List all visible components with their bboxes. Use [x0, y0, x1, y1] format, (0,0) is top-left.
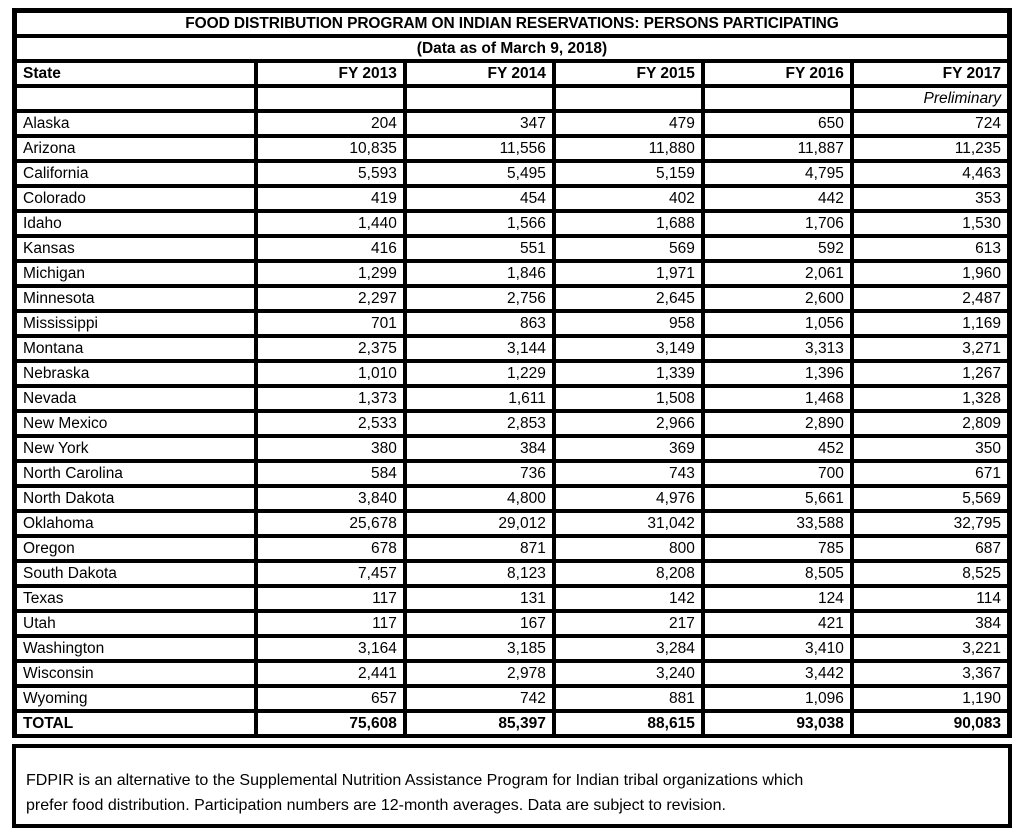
cell-fy2016: 785 [705, 538, 854, 563]
table-row [17, 238, 1007, 263]
cell-fy2017: 3,221 [854, 638, 1007, 663]
cell-fy2013: 10,835 [258, 138, 407, 163]
cell-state: Minnesota [17, 288, 258, 313]
cell-fy2017: 3,271 [854, 338, 1007, 363]
table-row [17, 163, 1007, 188]
cell-state: Texas [17, 588, 258, 613]
cell-fy2014: 551 [407, 238, 556, 263]
cell-fy2014: 2,756 [407, 288, 556, 313]
cell-fy2014: 454 [407, 188, 556, 213]
cell-fy2015: 11,880 [556, 138, 705, 163]
cell-fy2017: 4,463 [854, 163, 1007, 188]
cell-fy2013: 380 [258, 438, 407, 463]
cell-fy2016: 2,890 [705, 413, 854, 438]
cell-fy2014: 871 [407, 538, 556, 563]
cell-state: Oregon [17, 538, 258, 563]
table-row [17, 463, 1007, 488]
table-row [17, 613, 1007, 638]
cell-state: Idaho [17, 213, 258, 238]
cell-fy2016: 421 [705, 613, 854, 638]
cell-fy2016: 442 [705, 188, 854, 213]
cell-total-fy2013: 75,608 [258, 713, 407, 734]
cell-fy2014: 1,229 [407, 363, 556, 388]
subheader-state [17, 88, 258, 113]
cell-fy2016: 1,396 [705, 363, 854, 388]
cell-fy2013: 3,164 [258, 638, 407, 663]
cell-fy2013: 3,840 [258, 488, 407, 513]
cell-fy2016: 1,468 [705, 388, 854, 413]
cell-fy2017: 114 [854, 588, 1007, 613]
cell-fy2016: 700 [705, 463, 854, 488]
cell-fy2017: 671 [854, 463, 1007, 488]
cell-fy2013: 1,010 [258, 363, 407, 388]
subheader-fy2014 [407, 88, 556, 113]
table-row [17, 413, 1007, 438]
cell-fy2014: 29,012 [407, 513, 556, 538]
table-row [17, 188, 1007, 213]
table-row [17, 338, 1007, 363]
cell-total-fy2017: 90,083 [854, 713, 1007, 734]
cell-total-fy2014: 85,397 [407, 713, 556, 734]
table-row [17, 563, 1007, 588]
cell-fy2015: 3,240 [556, 663, 705, 688]
table-row [17, 138, 1007, 163]
cell-fy2016: 1,096 [705, 688, 854, 713]
cell-fy2017: 724 [854, 113, 1007, 138]
cell-fy2014: 3,185 [407, 638, 556, 663]
cell-fy2016: 124 [705, 588, 854, 613]
cell-fy2014: 11,556 [407, 138, 556, 163]
cell-fy2016: 4,795 [705, 163, 854, 188]
cell-fy2016: 3,442 [705, 663, 854, 688]
cell-fy2014: 736 [407, 463, 556, 488]
cell-fy2015: 743 [556, 463, 705, 488]
cell-fy2017: 613 [854, 238, 1007, 263]
cell-fy2017: 1,267 [854, 363, 1007, 388]
cell-fy2013: 419 [258, 188, 407, 213]
cell-state: Alaska [17, 113, 258, 138]
subheader-fy2013 [258, 88, 407, 113]
cell-fy2017: 1,328 [854, 388, 1007, 413]
cell-fy2016: 2,600 [705, 288, 854, 313]
cell-fy2015: 958 [556, 313, 705, 338]
cell-fy2016: 5,661 [705, 488, 854, 513]
cell-fy2015: 217 [556, 613, 705, 638]
cell-fy2015: 3,284 [556, 638, 705, 663]
cell-state: Oklahoma [17, 513, 258, 538]
cell-fy2017: 384 [854, 613, 1007, 638]
column-header-row [17, 63, 1007, 88]
cell-fy2014: 384 [407, 438, 556, 463]
subheader-fy2016 [705, 88, 854, 113]
cell-fy2017: 2,809 [854, 413, 1007, 438]
column-header-fy2014: FY 2014 [407, 63, 556, 88]
cell-fy2013: 657 [258, 688, 407, 713]
cell-fy2013: 25,678 [258, 513, 407, 538]
cell-fy2015: 569 [556, 238, 705, 263]
cell-fy2017: 11,235 [854, 138, 1007, 163]
cell-fy2017: 350 [854, 438, 1007, 463]
cell-fy2013: 2,375 [258, 338, 407, 363]
table-row [17, 663, 1007, 688]
cell-fy2015: 3,149 [556, 338, 705, 363]
cell-fy2015: 1,508 [556, 388, 705, 413]
cell-state: Wisconsin [17, 663, 258, 688]
cell-fy2017: 353 [854, 188, 1007, 213]
cell-fy2015: 402 [556, 188, 705, 213]
cell-fy2017: 1,530 [854, 213, 1007, 238]
cell-total-label: TOTAL [17, 713, 258, 734]
subtitle-row [17, 38, 1007, 63]
cell-fy2015: 2,966 [556, 413, 705, 438]
table-row [17, 113, 1007, 138]
cell-fy2016: 3,410 [705, 638, 854, 663]
table-row [17, 388, 1007, 413]
cell-fy2015: 5,159 [556, 163, 705, 188]
footnote-line-1: FDPIR is an alternative to the Supplemental Nutrition Assistance Program for Indian tribal organizations which [26, 772, 804, 789]
cell-state: New York [17, 438, 258, 463]
cell-fy2015: 881 [556, 688, 705, 713]
cell-fy2014: 347 [407, 113, 556, 138]
cell-fy2013: 416 [258, 238, 407, 263]
column-subheader-row [17, 88, 1007, 113]
cell-fy2013: 2,297 [258, 288, 407, 313]
cell-fy2015: 1,339 [556, 363, 705, 388]
cell-fy2014: 1,566 [407, 213, 556, 238]
table-row [17, 213, 1007, 238]
page-subtitle: (Data as of March 9, 2018) [17, 38, 1007, 63]
cell-fy2014: 3,144 [407, 338, 556, 363]
cell-fy2014: 2,978 [407, 663, 556, 688]
cell-total-fy2015: 88,615 [556, 713, 705, 734]
cell-fy2013: 1,440 [258, 213, 407, 238]
cell-state: Washington [17, 638, 258, 663]
column-header-fy2015: FY 2015 [556, 63, 705, 88]
cell-fy2016: 33,588 [705, 513, 854, 538]
cell-state: Utah [17, 613, 258, 638]
cell-state: Arizona [17, 138, 258, 163]
table-row [17, 688, 1007, 713]
cell-fy2013: 5,593 [258, 163, 407, 188]
cell-fy2017: 8,525 [854, 563, 1007, 588]
cell-fy2017: 1,169 [854, 313, 1007, 338]
cell-fy2017: 1,190 [854, 688, 1007, 713]
cell-fy2017: 1,960 [854, 263, 1007, 288]
cell-fy2016: 592 [705, 238, 854, 263]
subheader-fy2015 [556, 88, 705, 113]
participation-table [17, 13, 1007, 734]
cell-fy2014: 1,611 [407, 388, 556, 413]
cell-fy2014: 8,123 [407, 563, 556, 588]
cell-fy2016: 8,505 [705, 563, 854, 588]
cell-fy2014: 131 [407, 588, 556, 613]
cell-fy2015: 800 [556, 538, 705, 563]
cell-fy2013: 204 [258, 113, 407, 138]
cell-state: Wyoming [17, 688, 258, 713]
cell-fy2017: 32,795 [854, 513, 1007, 538]
cell-fy2016: 11,887 [705, 138, 854, 163]
table-row [17, 488, 1007, 513]
cell-fy2017: 5,569 [854, 488, 1007, 513]
cell-state: Michigan [17, 263, 258, 288]
cell-fy2015: 479 [556, 113, 705, 138]
cell-fy2013: 117 [258, 588, 407, 613]
cell-fy2016: 3,313 [705, 338, 854, 363]
cell-state: Nebraska [17, 363, 258, 388]
cell-fy2014: 1,846 [407, 263, 556, 288]
cell-fy2013: 117 [258, 613, 407, 638]
cell-fy2015: 31,042 [556, 513, 705, 538]
cell-fy2013: 701 [258, 313, 407, 338]
cell-fy2014: 2,853 [407, 413, 556, 438]
cell-fy2014: 4,800 [407, 488, 556, 513]
subheader-fy2017-preliminary: Preliminary [854, 88, 1007, 113]
cell-fy2016: 452 [705, 438, 854, 463]
cell-fy2016: 1,056 [705, 313, 854, 338]
footnote-line-2: prefer food distribution. Participation numbers are 12-month averages. Data are subject to revision. [26, 797, 726, 814]
column-header-state: State [17, 63, 258, 88]
cell-fy2014: 863 [407, 313, 556, 338]
cell-fy2013: 2,441 [258, 663, 407, 688]
cell-state: North Carolina [17, 463, 258, 488]
cell-fy2015: 1,688 [556, 213, 705, 238]
cell-fy2015: 1,971 [556, 263, 705, 288]
cell-fy2017: 2,487 [854, 288, 1007, 313]
cell-fy2013: 1,373 [258, 388, 407, 413]
table-row [17, 313, 1007, 338]
cell-state: California [17, 163, 258, 188]
cell-fy2015: 142 [556, 588, 705, 613]
cell-fy2017: 3,367 [854, 663, 1007, 688]
cell-fy2013: 2,533 [258, 413, 407, 438]
table-total-row [17, 713, 1007, 734]
table-row [17, 263, 1007, 288]
page-title: FOOD DISTRIBUTION PROGRAM ON INDIAN RESERVATIONS: PERSONS PARTICIPATING [17, 13, 1007, 38]
table-row [17, 638, 1007, 663]
cell-state: Kansas [17, 238, 258, 263]
table-row [17, 288, 1007, 313]
column-header-fy2016: FY 2016 [705, 63, 854, 88]
cell-fy2013: 584 [258, 463, 407, 488]
table-row [17, 588, 1007, 613]
cell-state: Colorado [17, 188, 258, 213]
cell-fy2017: 687 [854, 538, 1007, 563]
cell-state: Montana [17, 338, 258, 363]
table-row [17, 538, 1007, 563]
cell-fy2013: 7,457 [258, 563, 407, 588]
cell-state: North Dakota [17, 488, 258, 513]
cell-fy2015: 369 [556, 438, 705, 463]
cell-fy2014: 167 [407, 613, 556, 638]
cell-fy2013: 678 [258, 538, 407, 563]
cell-state: South Dakota [17, 563, 258, 588]
cell-state: New Mexico [17, 413, 258, 438]
cell-fy2016: 650 [705, 113, 854, 138]
cell-fy2015: 2,645 [556, 288, 705, 313]
cell-fy2015: 4,976 [556, 488, 705, 513]
column-header-fy2017: FY 2017 [854, 63, 1007, 88]
title-row [17, 13, 1007, 38]
table-row [17, 513, 1007, 538]
cell-fy2014: 742 [407, 688, 556, 713]
cell-state: Mississippi [17, 313, 258, 338]
column-header-fy2013: FY 2013 [258, 63, 407, 88]
table-row [17, 363, 1007, 388]
cell-fy2015: 8,208 [556, 563, 705, 588]
table-row [17, 438, 1007, 463]
cell-total-fy2016: 93,038 [705, 713, 854, 734]
table-frame [12, 8, 1012, 738]
cell-fy2016: 2,061 [705, 263, 854, 288]
cell-fy2016: 1,706 [705, 213, 854, 238]
cell-fy2014: 5,495 [407, 163, 556, 188]
cell-state: Nevada [17, 388, 258, 413]
footnote-frame [12, 744, 1012, 828]
cell-fy2013: 1,299 [258, 263, 407, 288]
footnote-box [16, 748, 1008, 824]
